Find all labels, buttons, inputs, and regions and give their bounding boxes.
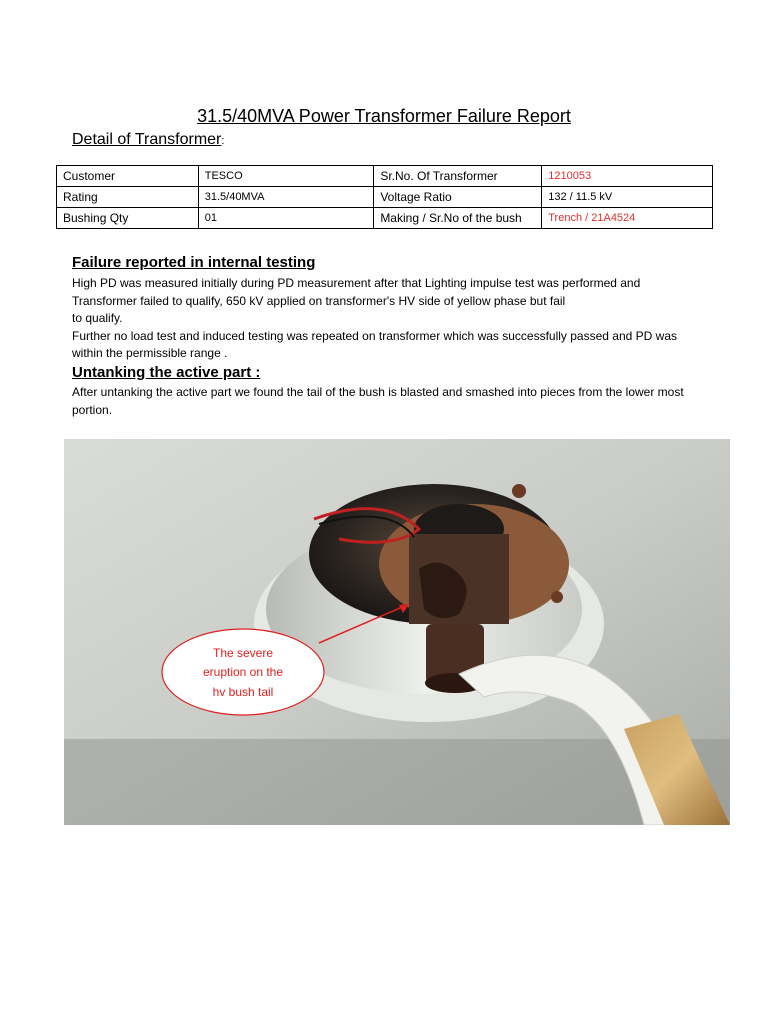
failure-line: High PD was measured initially during PD measurement after that Lighting impulse test was performed and [72,276,641,290]
value-bush-make: Trench / 21A4524 [542,208,713,229]
transformer-spec-table [56,165,713,229]
untanking-line: portion. [72,402,113,417]
detail-heading-colon: : [221,135,225,147]
bushing-photo [64,439,730,825]
report-title: 31.5/40MVA Power Transformer Failure Report [197,106,571,126]
value-voltage-ratio: 132 / 11.5 kV [542,187,713,208]
flange-bolt [512,484,526,498]
label-rating: Rating [57,187,199,208]
callout-text: eruption on the [202,665,284,679]
value-bushing-qty: 01 [198,208,374,229]
untanking-paragraph [72,384,734,419]
bushing-photo-illustration [64,439,730,825]
callout-text: The severe [212,646,274,660]
table-row [57,166,713,187]
untanking-heading: Untanking the active part : [72,364,261,381]
label-customer: Customer [57,166,199,187]
failure-paragraph [72,275,734,363]
failure-line: Transformer failed to qualify, 650 kV applied on transformer's HV side of yellow phase but fail [72,293,566,308]
failure-line: Further no load test and induced testing was repeated on transformer which was successfully passed and PD was [72,328,677,343]
flange-bolt [551,591,563,603]
value-rating: 31.5/40MVA [198,187,374,208]
failure-heading: Failure reported in internal testing [72,254,316,271]
callout-text: hv bush tail [212,685,274,699]
table-row [57,187,713,208]
label-bush-make: Making / Sr.No of the bush [374,208,542,229]
value-serial-no: 1210053 [542,166,713,187]
label-bushing-qty: Bushing Qty [57,208,199,229]
detail-heading [72,131,224,149]
label-serial-no: Sr.No. Of Transformer [374,166,542,187]
detail-heading-text: Detail of Transformer [72,131,222,148]
failure-line: within the permissible range . [72,346,228,360]
table-row [57,208,713,229]
failure-line: to qualify. [72,311,123,325]
label-voltage-ratio: Voltage Ratio [374,187,542,208]
untanking-line: After untanking the active part we found the tail of the bush is blasted and smashed into pieces from the lower most [72,385,684,399]
value-customer: TESCO [198,166,374,187]
